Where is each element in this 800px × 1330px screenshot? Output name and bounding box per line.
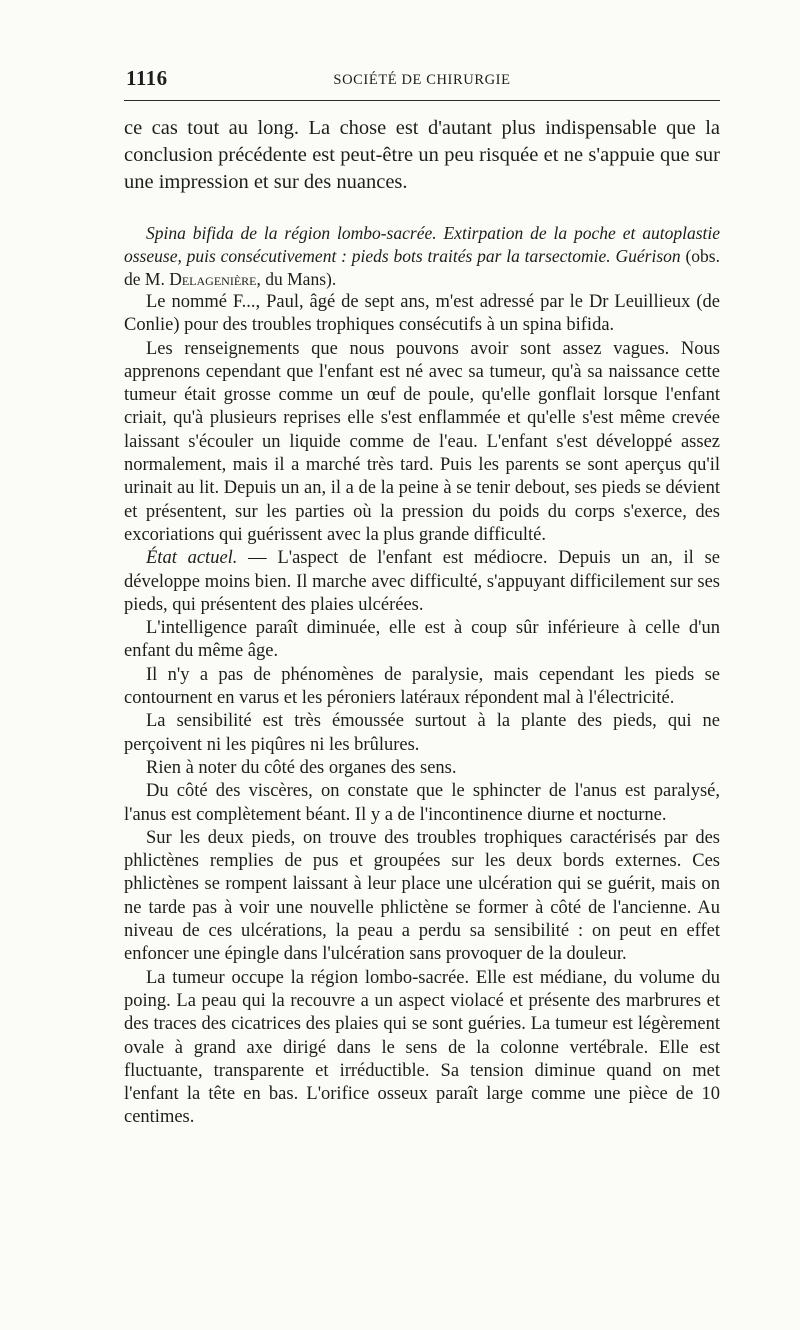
case-title: Spina bifida de la région lombo-sacrée. Extirpation de la poche et autoplastie osseuse, puis consécutivement : pieds bots traités par la tarsectomie. Guérison: [124, 223, 720, 266]
case-heading: [124, 222, 720, 291]
paragraph-current-state: [124, 547, 720, 617]
running-header: [124, 66, 720, 100]
page-number: 1116: [126, 66, 168, 90]
paragraph-viscera: Du côté des viscères, on constate que le sphincter de l'anus est paralysé, l'anus est complètement béant. Il y a de l'incontinence diurne et nocturne.: [124, 781, 720, 825]
lead-paragraph: ce cas tout au long. La chose est d'autant plus indispensable que la conclusion précédente est peut-être un peu risquée et ne s'appuie que sur une impression et sur des nuances.: [124, 117, 720, 193]
case-source-prefix: (obs. de M.: [124, 246, 720, 289]
paragraph-intelligence: L'intelligence paraît diminuée, elle est à coup sûr inférieure à celle d'un enfant du même âge.: [124, 618, 720, 662]
paragraph-sensibility: La sensibilité est très émoussée surtout à la plante des pieds, qui ne perçoivent ni les piqûres ni les brûlures.: [124, 711, 720, 755]
paragraph-feet: Sur les deux pieds, on trouve des troubles trophiques caractérisés par des phlictènes remplies de pus et groupées sur les deux bords externes. Ces phlictènes se rompent laissant à leur place une ulcération qui se guérit, mais on ne tarde pas à voir une nouvelle phlictène se former à côté de l'ancienne. Au niveau de ces ulcérations, la peau a perdu sa sensibilité : on peut en effet enfoncer une épingle dans l'ulcération sans provoquer de la douleur.: [124, 827, 720, 965]
paragraph-senses: Rien à noter du côté des organes des sens.: [146, 757, 457, 778]
paragraph-paralysis: Il n'y a pas de phénomènes de paralysie, mais cependant les pieds se contournent en varus et les péroniers latéraux répondent mal à l'électricité.: [124, 664, 720, 709]
case-author: Delagenière: [169, 269, 257, 289]
paragraph-tumor: La tumeur occupe la région lombo-sacrée. Elle est médiane, du volume du poing. La peau qui la recouvre a un aspect violacé et présente des marbrures et des traces des cicatrices des plaies qui se sont guéries. La tumeur est légèrement ovale à grand axe dirigé dans le sens de la colonne vertébrale. Elle est fluctuante, transparente et irréductible. Sa tension diminue quand on met l'enfant la tête en bas. L'orifice osseux paraît large comme une pièce de 10 centimes.: [124, 967, 720, 1128]
header-rule: [124, 100, 720, 101]
current-state-label: État actuel.: [146, 548, 238, 569]
running-title: SOCIÉTÉ DE CHIRURGIE: [333, 72, 511, 88]
current-state-text: — L'aspect de l'enfant est médiocre. Depuis un an, il se développe moins bien. Il marche avec difficulté, s'appuyant difficilement sur ses pieds, qui présentent des plaies ulcérées.: [124, 548, 720, 615]
paragraph-history: Les renseignements que nous pouvons avoir sont assez vagues. Nous apprenons cependant que l'enfant est né avec sa tumeur, qu'à sa naissance cette tumeur était grosse comme un œuf de poule, qu'elle gonflait lorsque l'enfant criait, qu'à plusieurs reprises elle s'est enflammée et qu'elle s'est même crevée laissant s'écouler un liquide comme de l'eau. L'enfant s'est développé assez normalement, mais il a marché très tard. Puis les parents se sont aperçus qu'il urinait au lit. Depuis un an, il a de la peine à se tenir debout, ses pieds se dévient et présentent, sur les parties où la pression du poids du corps s'exerce, des excoriations qui guérissent avec la plus grande difficulté.: [124, 338, 720, 545]
case-source-suffix: , du Mans).: [256, 269, 337, 289]
paragraph-referral: Le nommé F..., Paul, âgé de sept ans, m'est adressé par le Dr Leuillieux (de Conlie) pour des troubles trophiques consécutifs à un spina bifida.: [124, 292, 720, 336]
document-page: [124, 66, 720, 1130]
